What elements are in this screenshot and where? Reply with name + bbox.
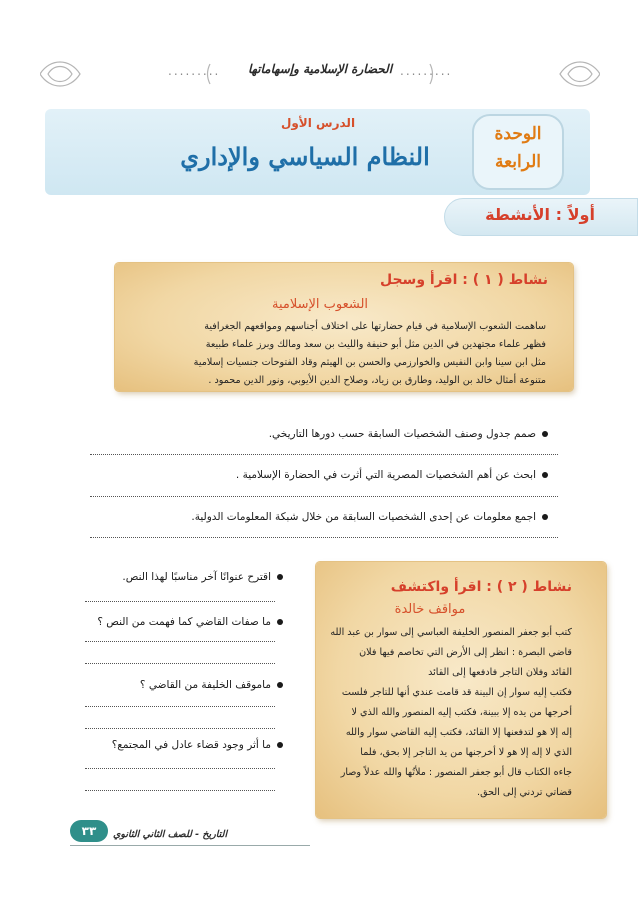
unit-badge	[472, 114, 564, 190]
activity2-line: جاءه الكتاب قال أبو جعفر المنصور : ملأتُها والله عدلاً وصار	[340, 767, 572, 778]
activity2-line: أخرجها من يده إلا ببينة، فكتب إليه المنصور والله الذي لا	[351, 707, 572, 718]
question-text: ابحث عن أهم الشخصيات المصرية التي أثرت في الحضارة الإسلامية .	[235, 469, 536, 481]
activity2-line: قاضي البصرة : انظر إلى الأرض التي تخاصم فيها فلان	[359, 647, 572, 658]
activity1-subtitle: الشعوب الإسلامية	[271, 297, 369, 312]
activity2-subtitle: مواقف خالدة	[394, 602, 466, 617]
unit-label-line2: الرابعة	[494, 152, 542, 172]
activity1-line: متنوعة أمثال خالد بن الوليد، وطارق بن زياد، وصلاح الدين الأيوبي، ونور الدين محمود .	[208, 375, 546, 386]
bullet-icon	[277, 574, 283, 580]
question-item	[191, 511, 548, 523]
activity2-line: الذي لا إله إلا هو لا أخرجنها من يد التاجر إلا بحق، فلما	[360, 747, 572, 758]
lesson-number: الدرس الأول	[280, 116, 356, 130]
answer-line[interactable]	[90, 496, 558, 497]
question-text: ماموقف الخليفة من القاضي ؟	[139, 679, 271, 691]
section-heading: أولاً : الأنشطة	[485, 205, 595, 224]
activity1-title: نشاط ( ١ ) : اقرأ وسجل	[379, 272, 548, 288]
activity2-line: كتب أبو جعفر المنصور الخليفة العباسي إلى سوار بن عبد الله	[330, 627, 572, 638]
bullet-icon	[542, 431, 548, 437]
activity2-line: فكتب إليه سوار إن البينة قد قامت عندي أنها للتاجر فلست	[341, 687, 572, 698]
header-title: الحضارة الإسلامية وإسهاماتها	[247, 62, 393, 76]
page-number: ٣٣	[70, 820, 108, 842]
answer-line[interactable]	[85, 790, 275, 791]
activity1-line: ساهمت الشعوب الإسلامية في قيام حضارتها على اختلاف أجناسهم ومواقعهم الجغرافية	[204, 321, 546, 332]
question-item	[97, 616, 283, 628]
bullet-icon	[277, 619, 283, 625]
bullet-icon	[277, 742, 283, 748]
question-text: اجمع معلومات عن إحدى الشخصيات السابقة من خلال شبكة المعلومات الدولية.	[191, 511, 536, 523]
question-item	[140, 679, 283, 691]
question-item	[112, 739, 283, 751]
unit-label-line1: الوحدة	[494, 124, 542, 144]
question-item	[122, 571, 283, 583]
answer-line[interactable]	[85, 728, 275, 729]
question-text: اقترح عنوانًا آخر مناسبًا لهذا النص.	[122, 571, 271, 583]
lesson-title: النظام السياسي والإداري	[180, 142, 430, 171]
footer-book-title: التاريخ - للصف الثاني الثانوي	[113, 829, 228, 840]
activity2-title: نشاط ( ٢ ) : اقرأ واكتشف	[390, 579, 572, 595]
answer-line[interactable]	[85, 641, 275, 642]
question-text: ما أثر وجود قضاء عادل في المجتمع؟	[111, 739, 271, 751]
question-text: ما صفات القاضي كما فهمت من النص ؟	[97, 616, 271, 628]
answer-line[interactable]	[90, 537, 558, 538]
question-item	[236, 469, 548, 481]
bullet-icon	[277, 682, 283, 688]
header-dots-right: .........	[400, 64, 453, 78]
answer-line[interactable]	[90, 454, 558, 455]
bullet-icon	[542, 472, 548, 478]
activity2-line: إله إلا هو لتدفعنها إلا القائد، فكتب إليه القاضي سوار والله	[345, 727, 572, 738]
activity2-line: قضاتي تردني إلى الحق.	[477, 787, 572, 798]
question-text: صمم جدول وصنف الشخصيات السابقة حسب دورها التاريخي.	[268, 428, 536, 440]
activity2-line: القائد وفلان التاجر فادفعها إلى القائد	[428, 667, 572, 678]
footer-rule	[70, 845, 310, 846]
bullet-icon	[542, 514, 548, 520]
activity1-line: فظهر علماء مجتهدين في الدين مثل أبو حنيفة والليث بن سعد ومالك وبرز علماء طبيعة	[205, 339, 546, 350]
answer-line[interactable]	[85, 663, 275, 664]
answer-line[interactable]	[85, 601, 275, 602]
answer-line[interactable]	[85, 768, 275, 769]
question-item	[269, 428, 548, 440]
header-dots-left: .........	[168, 64, 221, 78]
activity1-line: مثل ابن سينا وابن النفيس والخوارزمي والحسن بن الهيثم وقاد الفتوحات جنسيات إسلامية	[193, 357, 546, 368]
answer-line[interactable]	[85, 706, 275, 707]
